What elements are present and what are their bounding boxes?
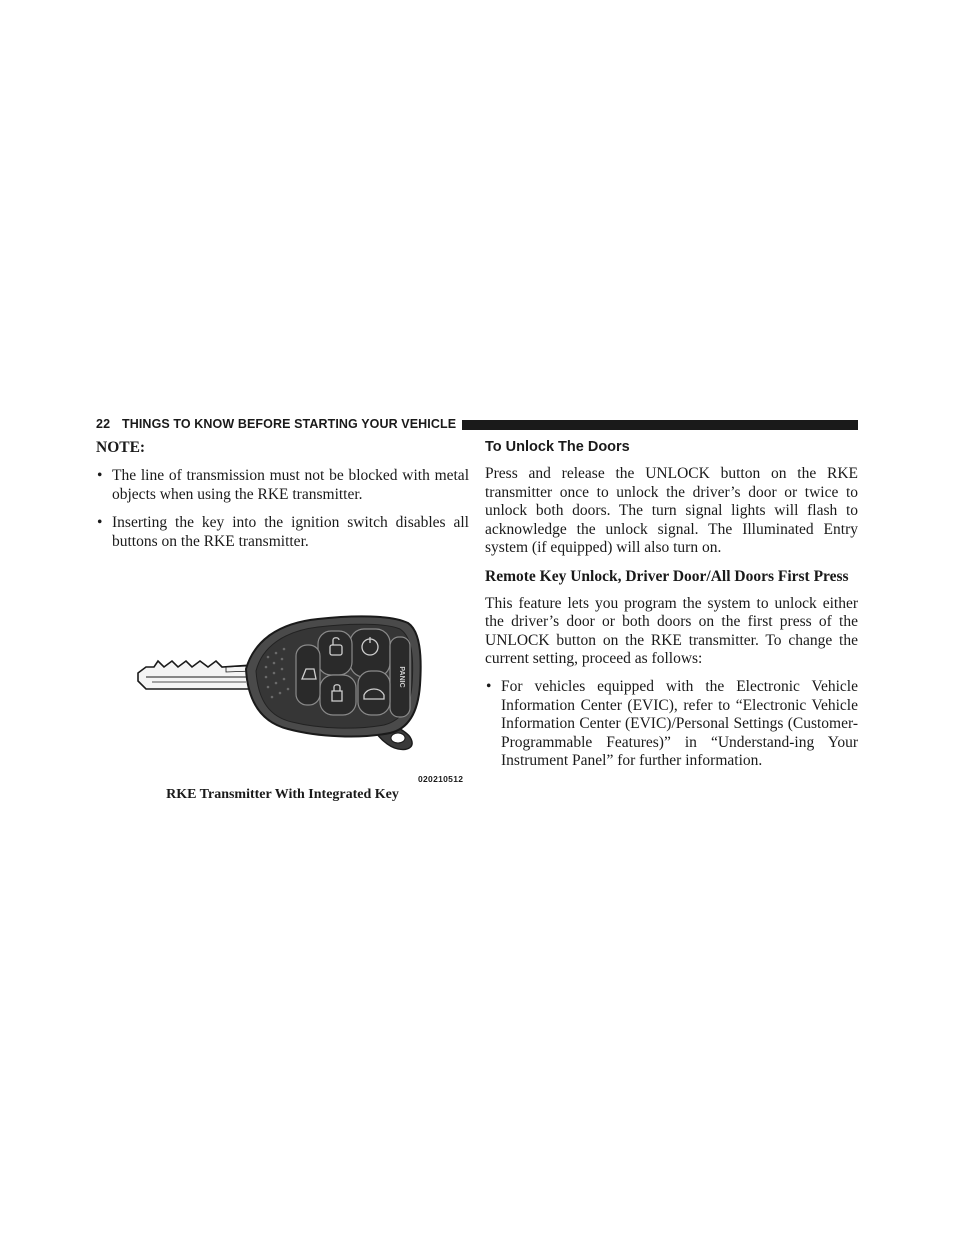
- remote-start-button: [350, 629, 390, 677]
- figure-caption: RKE Transmitter With Integrated Key: [166, 787, 399, 802]
- evic-bullet-1: • For vehicles equipped with the Electronic Vehicle Information Center (EVIC), refer to “Electronic Vehicle Information Center (EVIC)/Personal Settings (Customer-Programmable Features)” in “Understand-ing Your Instrument Panel” for further information.: [486, 677, 858, 770]
- note-label: NOTE:: [96, 439, 146, 456]
- panic-button-label: PANIC: [398, 666, 405, 688]
- page-header: [96, 417, 858, 433]
- note-bullet-2: • Inserting the key into the ignition switch disables all buttons on the RKE transmitter.: [97, 514, 469, 550]
- right-column: [485, 438, 858, 771]
- section-heading: To Unlock The Doors: [485, 439, 630, 455]
- rke-transmitter-figure: [128, 605, 468, 785]
- rke-key-illustration: [128, 605, 468, 785]
- evic-bullet-1-text: For vehicles equipped with the Electronic Vehicle Information Center (EVIC), refer to “Electronic Vehicle Information Center (EVIC)/Personal Settings (Customer-Programmable Features)” in “Understand-ing Your Instrument Panel” for further information.: [501, 677, 858, 770]
- trunk-button: [358, 671, 390, 715]
- header-rule: [462, 420, 858, 430]
- unlock-paragraph: Press and release the UNLOCK button on the RKE transmitter once to unlock the driver’s door or twice to unlock both doors. The turn signal lights will flash to acknowledge the unlock signal. The Illuminated Entry system (if equipped) will also turn on.: [485, 465, 858, 557]
- sub-heading: Remote Key Unlock, Driver Door/All Doors First Press: [485, 567, 849, 585]
- note-bullets: [96, 467, 469, 551]
- program-paragraph: This feature lets you program the system to unlock either the driver’s door or both doors on the first press of the UNLOCK button on the RKE transmitter. To change the current setting, proceed as follows:: [485, 594, 858, 668]
- note-bullet-2-text: Inserting the key into the ignition switch disables all buttons on the RKE transmitter.: [112, 514, 469, 550]
- lock-button: [320, 675, 356, 715]
- note-bullet-1-text: The line of transmission must not be blocked with metal objects when using the RKE transmitter.: [112, 467, 469, 503]
- liftgate-button: [296, 645, 320, 705]
- page-number: 22: [96, 417, 111, 431]
- figure-code: 020210512: [418, 774, 464, 784]
- section-title: THINGS TO KNOW BEFORE STARTING YOUR VEHICLE: [122, 417, 457, 431]
- key-blade: [138, 661, 256, 689]
- evic-bullets: [485, 678, 858, 771]
- left-column: [96, 438, 469, 551]
- note-bullet-1: • The line of transmission must not be blocked with metal objects when using the RKE transmitter.: [97, 467, 469, 503]
